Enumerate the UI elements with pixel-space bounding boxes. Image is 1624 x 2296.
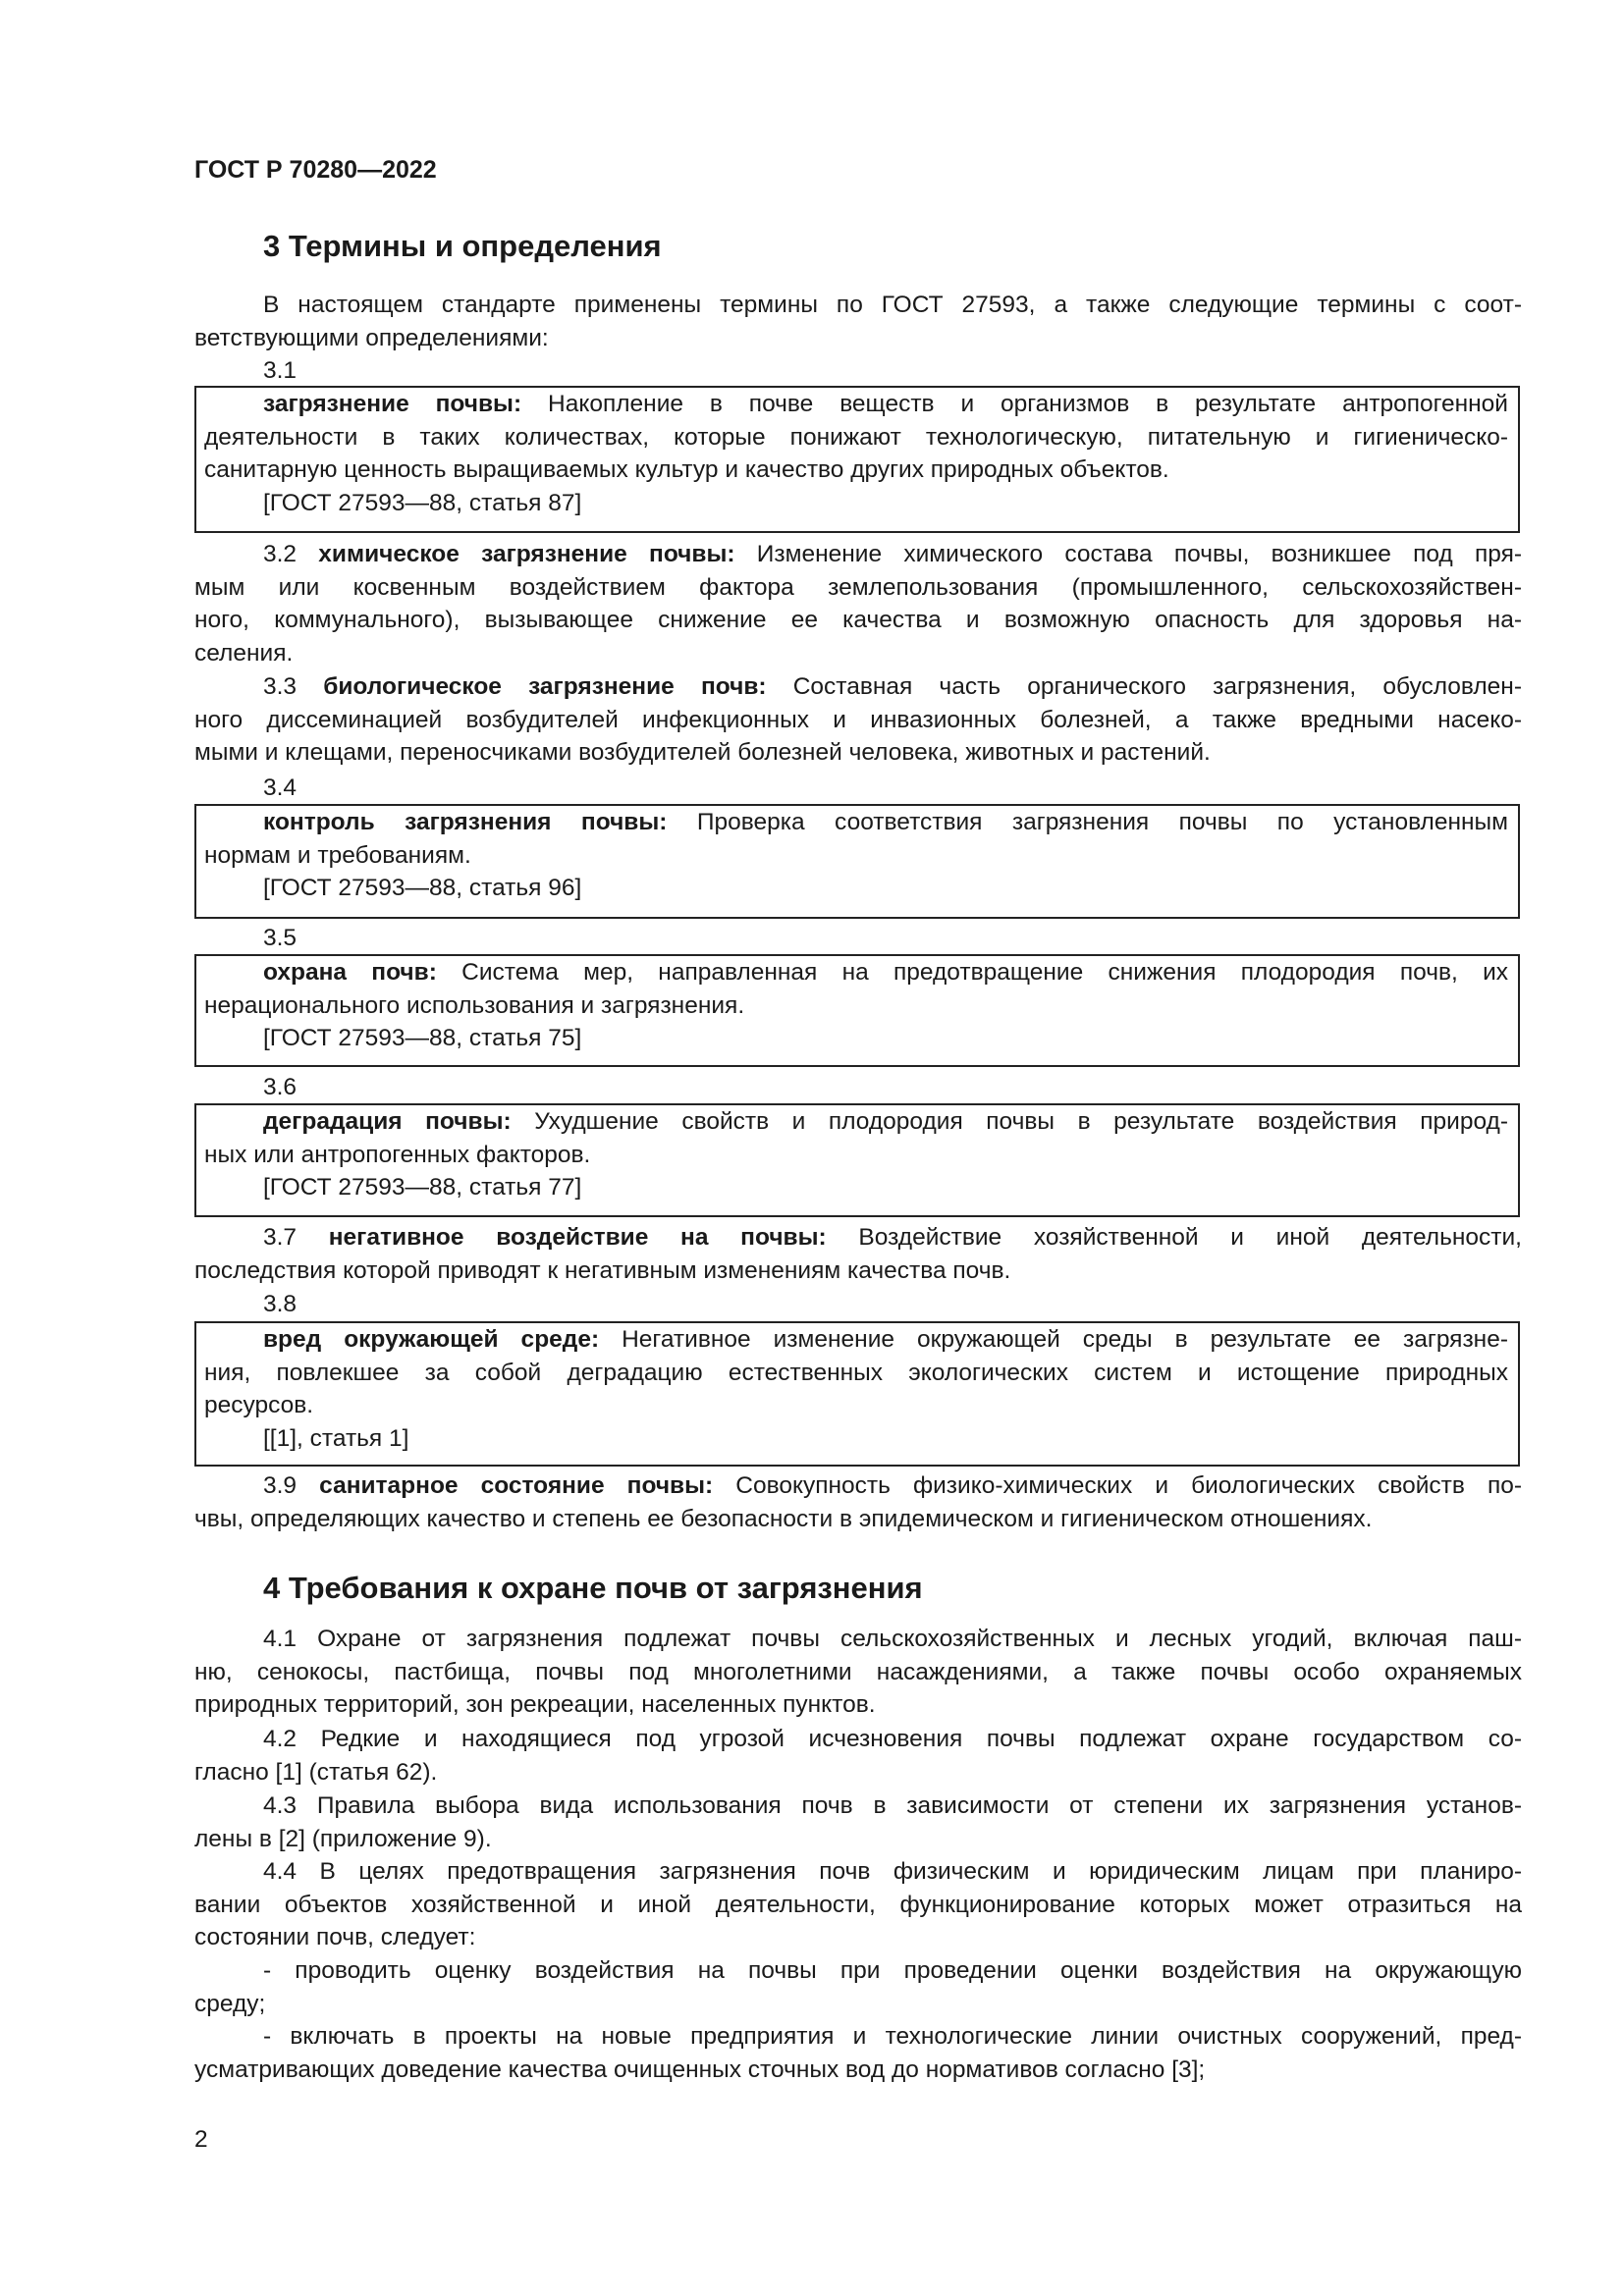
term-3-6-source: [ГОСТ 27593—88, статья 77]	[263, 1174, 582, 1201]
term-3-4-box	[194, 804, 1520, 919]
term-3-8-source: [[1], статья 1]	[263, 1424, 409, 1452]
bullet-2-line-2: усматривающих доведение качества очищенных сточных вод до нормативов согласно [3];	[194, 2056, 1206, 2083]
term-3-8-box	[194, 1321, 1520, 1467]
term-3-1-line-3: санитарную ценность выращиваемых культур и качество других природных объектов.	[204, 456, 1169, 483]
clause-4-3	[194, 1789, 1522, 1855]
term-3-6-line-2: ных или антропогенных факторов.	[204, 1141, 591, 1168]
term-3-3-line-2: ного диссеминацией возбудителей инфекционных и инвазионных болезней, а также вредными насеко-	[194, 706, 1522, 733]
intro-line-2: ветствующими определениями:	[194, 324, 549, 351]
term-3-9-line-2: чвы, определяющих качество и степень ее безопасности в эпидемическом и гигиеническом отношениях.	[194, 1505, 1373, 1532]
clause-4-2-line-1: 4.2 Редкие и находящиеся под угрозой исчезновения почвы подлежат охране государством со-	[263, 1726, 1522, 1752]
bullet-2-line-1: - включать в проекты на новые предприятия и технологические линии очистных сооружений, пред-	[263, 2023, 1522, 2050]
clause-4-3-line-1: 4.3 Правила выбора вида использования почв в зависимости от степени их загрязнения установ-	[263, 1792, 1522, 1819]
clause-4-4-line-1: 4.4 В целях предотвращения загрязнения почв физическим и юридическим лицам при планиро-	[263, 1858, 1522, 1885]
term-3-8-line-3: ресурсов.	[204, 1392, 314, 1418]
term-3-9	[194, 1469, 1522, 1535]
term-3-7	[194, 1221, 1522, 1287]
term-3-3-line-1: 3.3 биологическое загрязнение почв: Составная часть органического загрязнения, обусловлен-	[263, 673, 1522, 700]
term-3-6-term: деградация почвы:	[263, 1108, 512, 1135]
term-3-1-line-2: деятельности в таких количествах, которые понижают технологическую, питательную и гигиеническо-	[204, 423, 1508, 451]
term-3-5-term: охрана почв:	[263, 959, 437, 986]
term-3-4-source: [ГОСТ 27593—88, статья 96]	[263, 875, 582, 901]
clause-4-2-line-2: гласно [1] (статья 62).	[194, 1758, 438, 1786]
term-3-6-number: 3.6	[263, 1074, 298, 1100]
clause-4-4-line-3: состоянии почв, следует:	[194, 1924, 476, 1950]
term-3-9-line-1: 3.9 санитарное состояние почвы: Совокупность физико-химических и биологических свойств по-	[263, 1472, 1522, 1499]
term-3-1-term: загрязнение почвы:	[263, 391, 522, 417]
term-3-1-line-1: загрязнение почвы: Накопление в почве веществ и организмов в результате антропогенной	[263, 391, 1508, 417]
term-3-7-term: негативное воздействие на почвы:	[328, 1224, 827, 1251]
clause-4-2	[194, 1723, 1522, 1789]
term-3-2-term: химическое загрязнение почвы:	[318, 541, 735, 567]
term-3-5-box	[194, 954, 1520, 1067]
term-3-4-number: 3.4	[263, 774, 298, 801]
page-number: 2	[194, 2126, 208, 2153]
term-3-2-line-3: ного, коммунального), вызывающее снижение ее качества и возможную опасность для здоровья на-	[194, 607, 1522, 633]
clause-4-3-line-2: лены в [2] (приложение 9).	[194, 1825, 492, 1852]
term-3-5-line-2: нерационального использования и загрязнения.	[204, 991, 745, 1019]
term-3-2-line-1: 3.2 химическое загрязнение почвы: Изменение химического состава почвы, возникшее под пря-	[263, 541, 1523, 567]
term-3-2-line-2: мым или косвенным воздействием фактора землепользования (промышленного, сельскохозяйствен-	[194, 573, 1522, 601]
term-3-4-term: контроль загрязнения почвы:	[263, 809, 668, 835]
term-3-3-line-3: мыми и клещами, переносчиками возбудителей болезней человека, животных и растений.	[194, 739, 1211, 766]
bullet-1-line-2: среду;	[194, 1990, 266, 2017]
clause-4-1-line-1: 4.1 Охране от загрязнения подлежат почвы сельскохозяйственных и лесных угодий, включая паш-	[263, 1626, 1522, 1652]
term-3-5-line-1: охрана почв: Система мер, направленная на предотвращение снижения плодородия почв, их	[263, 959, 1509, 986]
bullet-2	[194, 2020, 1522, 2086]
section-3-title: 3 Термины и определения	[263, 229, 662, 263]
term-3-1-number: 3.1	[263, 357, 298, 384]
term-3-8-line-2: ния, повлекшее за собой деградацию естественных экологических систем и истощение природных	[204, 1359, 1508, 1386]
clause-4-1-line-3: природных территорий, зон рекреации, населенных пунктов.	[194, 1691, 876, 1718]
term-3-5-source: [ГОСТ 27593—88, статья 75]	[263, 1025, 582, 1051]
term-3-8-term: вред окружающей среде:	[263, 1326, 600, 1353]
term-3-5-number: 3.5	[263, 925, 298, 951]
term-3-1-box	[194, 386, 1520, 533]
document-code: ГОСТ Р 70280—2022	[194, 156, 437, 184]
term-3-2-line-4: селения.	[194, 639, 294, 667]
clause-4-4-line-2: вании объектов хозяйственной и иной деятельности, функционирование которых может отразиться на	[194, 1891, 1522, 1918]
term-3-9-term: санитарное состояние почвы:	[319, 1472, 714, 1499]
intro-line-1: В настоящем стандарте применены термины по ГОСТ 27593, а также следующие термины с соот-	[263, 292, 1522, 318]
bullet-1-line-1: - проводить оценку воздействия на почвы при проведении оценки воздействия на окружающую	[263, 1957, 1522, 1984]
term-3-8-line-1: вред окружающей среде: Негативное изменение окружающей среды в результате ее загрязне-	[263, 1326, 1508, 1353]
term-3-4-line-1: контроль загрязнения почвы: Проверка соответствия загрязнения почвы по установленным	[263, 809, 1508, 835]
term-3-7-line-2: последствия которой приводят к негативным изменениям качества почв.	[194, 1256, 1011, 1284]
term-3-3-term: биологическое загрязнение почв:	[323, 673, 767, 700]
term-3-3	[194, 670, 1522, 770]
term-3-4-line-2: нормам и требованиям.	[204, 841, 471, 869]
term-3-6-line-1: деградация почвы: Ухудшение свойств и плодородия почвы в результате воздействия природ-	[263, 1108, 1508, 1135]
bullet-1	[194, 1954, 1522, 2020]
clause-4-1	[194, 1623, 1522, 1722]
term-3-2	[194, 538, 1522, 669]
clause-4-1-line-2: ню, сенокосы, пастбища, почвы под многолетними насаждениями, а также почвы особо охраняемых	[194, 1658, 1522, 1685]
term-3-1-source: [ГОСТ 27593—88, статья 87]	[263, 489, 582, 516]
section-3-intro	[194, 289, 1522, 354]
clause-4-4	[194, 1855, 1522, 1954]
section-4-title: 4 Требования к охране почв от загрязнения	[263, 1571, 923, 1605]
term-3-6-box	[194, 1103, 1520, 1217]
term-3-8-number: 3.8	[263, 1291, 298, 1317]
term-3-7-line-1: 3.7 негативное воздействие на почвы: Воздействие хозяйственной и иной деятельности,	[263, 1224, 1522, 1251]
